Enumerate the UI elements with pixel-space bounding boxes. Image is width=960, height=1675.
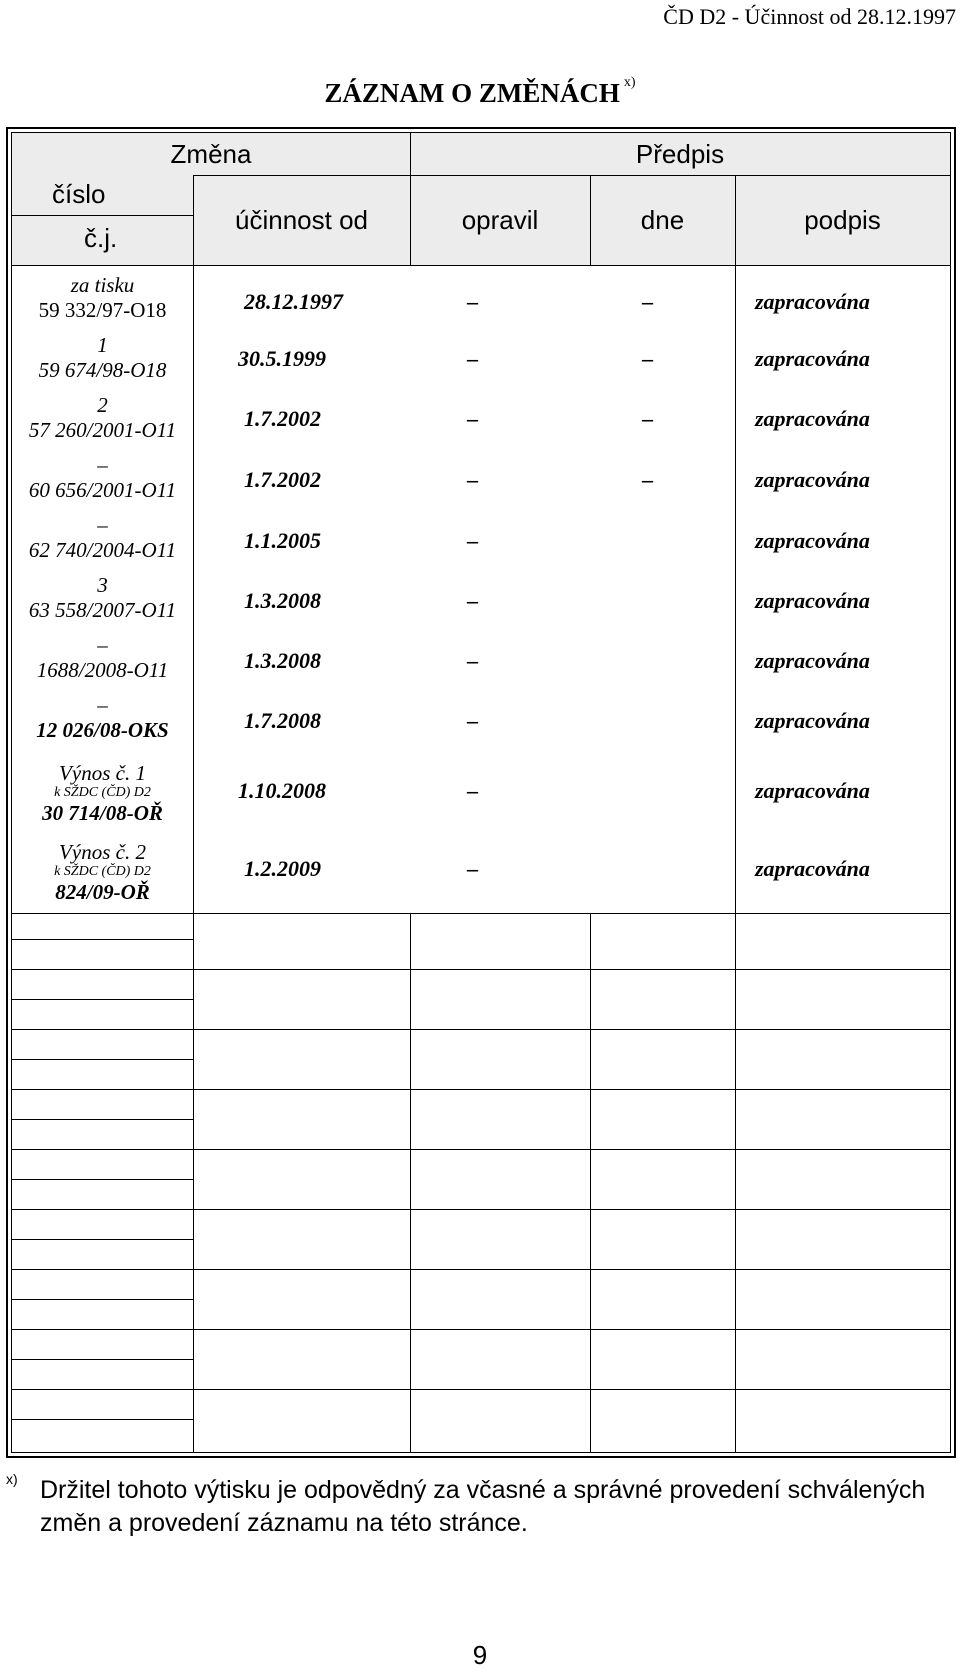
header-bottom-line (12, 265, 950, 266)
header-opravil: opravil (461, 204, 539, 235)
empty-row-line (12, 969, 950, 970)
table-row (12, 761, 193, 825)
table-row (12, 393, 193, 443)
row-opravil: – (467, 289, 478, 314)
row-number: 1 (97, 333, 108, 357)
row-opravil: – (467, 856, 478, 881)
row-podpis: zapracována (755, 588, 870, 613)
title-text: ZÁZNAM O ZMĚNÁCH (324, 78, 620, 108)
footnote-text: Držitel tohoto výtisku je odpovědný za včasné a správné provedení schválených změn a provedení záznamu na této stránce. (40, 1476, 926, 1537)
empty-row-line (12, 1149, 950, 1150)
row-podpis: zapracována (755, 708, 870, 733)
row-reference: 62 740/2004-O11 (28, 538, 177, 563)
header-zmena: Změna (170, 138, 252, 169)
cislo-divider (12, 215, 193, 216)
row-reference: 59 332/97-O18 (38, 298, 167, 323)
row-dne: – (642, 406, 653, 431)
row-podpis: zapracována (755, 648, 870, 673)
empty-row-line (12, 1239, 193, 1240)
footnote-mark: x) (6, 1471, 18, 1487)
row-podpis: zapracována (755, 528, 870, 553)
row-number: 3 (97, 573, 108, 597)
row-reference: 12 026/08-OKS (36, 718, 169, 743)
empty-row-line (12, 1389, 950, 1390)
row-podpis: zapracována (755, 856, 870, 881)
row-opravil: – (467, 588, 478, 613)
header-ucinnost-od: účinnost od (235, 204, 368, 235)
header-podpis: podpis (804, 204, 881, 235)
header-dne: dne (640, 204, 685, 235)
empty-row-line (12, 1119, 193, 1120)
row-reference: 57 260/2001-O11 (28, 418, 177, 443)
row-opravil: – (467, 346, 478, 371)
col-divider-3-body (590, 913, 591, 1452)
row-dne: – (642, 289, 653, 314)
row-number: Výnos č. 2 (59, 840, 146, 864)
document-reference: ČD D2 - Účinnost od 28.12.1997 (663, 4, 956, 29)
row-date: 1.7.2002 (244, 467, 321, 492)
row-number: – (97, 633, 108, 657)
row-date: 1.1.2005 (244, 528, 321, 553)
header-cislo: číslo (52, 179, 106, 209)
row-reference: 30 714/08-OŘ (42, 801, 163, 826)
table-row (12, 693, 193, 743)
empty-row-line (12, 939, 193, 940)
row-dne: – (642, 467, 653, 492)
row-date: 1.7.2002 (244, 406, 321, 431)
col-divider-2-body (410, 913, 411, 1452)
empty-row-line (12, 1059, 193, 1060)
empty-row-line (12, 999, 193, 1000)
row-opravil: – (467, 648, 478, 673)
empty-row-line (12, 1209, 950, 1210)
empty-row-line (12, 1299, 193, 1300)
table-row (12, 840, 193, 904)
table-row (12, 513, 193, 563)
row-opravil: – (467, 778, 478, 803)
row-opravil: – (467, 528, 478, 553)
row-podpis: zapracována (755, 778, 870, 803)
row-reference: 1688/2008-O11 (36, 658, 169, 683)
table-row (12, 453, 193, 503)
row-opravil: – (467, 406, 478, 431)
row-reference: 60 656/2001-O11 (28, 478, 177, 503)
empty-row-line (12, 1179, 193, 1180)
table-row (12, 273, 193, 323)
row-podpis: zapracována (755, 289, 870, 314)
row-date: 30.5.1999 (238, 346, 326, 371)
footnote (6, 1471, 956, 1539)
empty-row-line (12, 1269, 950, 1270)
header-predpis: Předpis (635, 138, 725, 169)
row-podpis: zapracována (755, 406, 870, 431)
table-row (12, 633, 193, 683)
empty-row-line (12, 1029, 950, 1030)
empty-row-line (12, 1089, 950, 1090)
row-reference: 59 674/98-O18 (38, 358, 167, 383)
col-divider-1 (193, 175, 194, 1452)
row-date: 1.3.2008 (244, 648, 321, 673)
table-row (12, 573, 193, 623)
empty-row-line (12, 1329, 950, 1330)
row-date: 1.3.2008 (244, 588, 321, 613)
row-subtitle: k SŽDC (ČD) D2 (54, 864, 151, 880)
col-divider-4 (735, 175, 736, 1452)
filled-rows-bottom (12, 913, 950, 914)
row-subtitle: k SŽDC (ČD) D2 (54, 785, 151, 801)
row-reference: 63 558/2007-O11 (28, 598, 177, 623)
row-date: 1.10.2008 (238, 778, 326, 803)
table-row (12, 333, 193, 383)
title-footnote-mark: x) (623, 75, 636, 90)
changes-table-inner (11, 132, 951, 1453)
row-date: 28.12.1997 (244, 289, 343, 314)
row-number: 2 (97, 393, 108, 417)
row-reference: 824/09-OŘ (55, 880, 150, 905)
row-date: 1.7.2008 (244, 708, 321, 733)
row-opravil: – (467, 467, 478, 492)
empty-row-line (12, 1419, 193, 1420)
row-dne: – (642, 346, 653, 371)
row-number: Výnos č. 1 (59, 761, 146, 785)
header-cj: č.j. (84, 223, 118, 253)
row-number: – (97, 453, 108, 477)
row-number: – (97, 513, 108, 537)
page-title (0, 75, 960, 109)
row-number: – (97, 693, 108, 717)
row-opravil: – (467, 708, 478, 733)
empty-row-line (12, 1359, 193, 1360)
page-number: 9 (472, 1640, 488, 1670)
changes-table (6, 127, 956, 1458)
row-date: 1.2.2009 (244, 856, 321, 881)
row-podpis: zapracována (755, 467, 870, 492)
row-number: za tisku (70, 273, 135, 297)
row-podpis: zapracována (755, 346, 870, 371)
